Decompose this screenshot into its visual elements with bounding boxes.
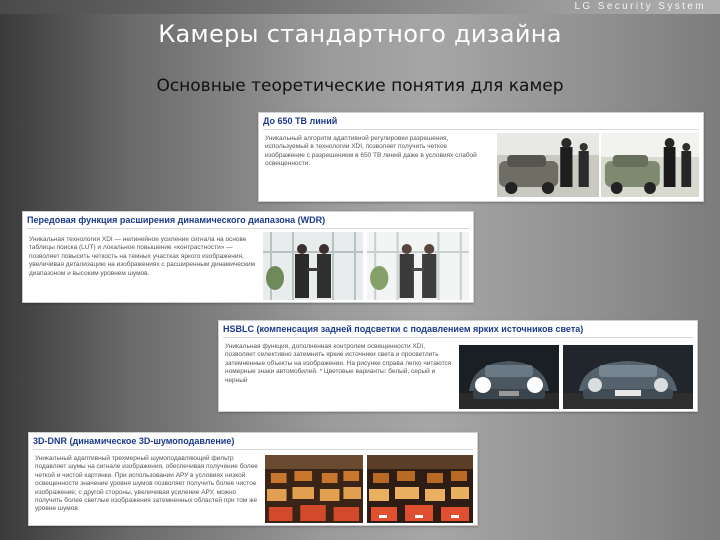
panel-heading: HSBLC (компенсация задней подсветки с подавлением ярких источников света) [223,324,693,338]
top-bar [0,0,720,14]
panel-description: Уникальный адаптивный трехмерный шумоподавляющий фильтр подавляет шумы на сигнале изображения, обеспечивая получение более четкой и чистой картинки. При использовании АРУ в условиях низкой освещенности значение уровня шумов позволяет получить более чистое изображение; с другой стороны, увеличивая усиление АРУ, можно получить более светлые изображения затемненных областей при том же уровне шумов. [35,455,258,513]
feature-panel-3d-dnr [28,432,478,526]
photo-man-by-car-before [497,133,599,197]
panel-heading: Передовая функция расширения динамического диапазона (WDR) [27,215,469,229]
feature-panel-650tvl [258,112,704,202]
photo-car-headlights-before [459,345,559,409]
photo-traffic-after [367,455,473,523]
panel-description: Уникальный алгоритм адаптивной регулировки разрешения, используемый в технологии XDI, позволяет получить четкое изображение с разрешением в 650 ТВ линий даже в условиях слабой освещенности. [265,135,477,168]
panel-heading: До 650 ТВ линий [263,116,699,130]
brand-logo-text: LG Security System [574,1,706,12]
photo-man-by-car-after [601,133,699,197]
page-subtitle: Основные теоретические понятия для камер [156,76,564,96]
photo-handshake-before [263,232,363,300]
photo-car-headlights-after [563,345,693,409]
photo-handshake-after [367,232,469,300]
photo-traffic-before [265,455,363,523]
page-title: Камеры стандартного дизайна [158,20,562,48]
panel-description: Уникальная технология XDI — нелинейное усиление сигнала на основе таблицы поиска (LUT) и локальное повышение «контрастности» — позволяет повысить четкость на темных участках яркого изображения, увеличивая детализацию на изображениях с расширенным динамическим диапазоном и высоким уровнем шумов. [29,236,256,277]
feature-panel-wdr [22,211,474,303]
panel-heading: 3D-DNR (динамическое 3D-шумоподавление) [33,436,473,450]
panel-description: Уникальная функция, дополненная контролем освещенности XDI, позволяет селективно затемнить яркие источники света и просветлить затемненные объекты на изображении. На рисунке справа легко читаются номерные знаки автомобилей. * Цветовые варианты: белый, серый и черный [225,343,452,384]
feature-panel-hsblc [218,320,698,412]
